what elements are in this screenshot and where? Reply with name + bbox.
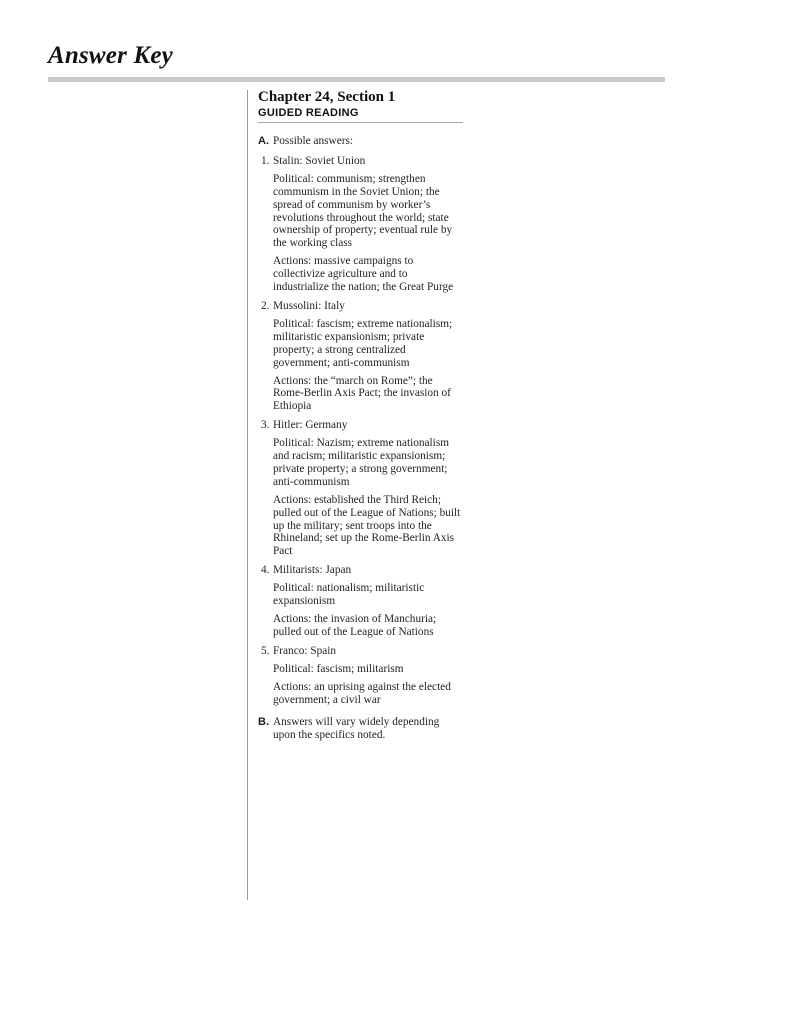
answer-political: Political: fascism; extreme nationalism; militaristic expansionism; private property; a strong centralized government; anti-communism (273, 317, 453, 369)
answer-political: Political: communism; strengthen communism in the Soviet Union; the spread of communism by worker’s revolutions throughout the world; state ownership of property; eventual rule by the working class (273, 172, 453, 250)
answer-item (258, 155, 463, 294)
answer-heading: Hitler: Germany (273, 419, 348, 432)
section-subtitle: GUIDED READING (258, 106, 463, 123)
answer-column (258, 89, 463, 742)
answer-actions: Actions: established the Third Reich; pulled out of the League of Nations; built up the military; sent troops into the Rhineland; set up the Rome-Berlin Axis Pact (273, 493, 461, 558)
answer-item (258, 300, 463, 413)
answer-actions: Actions: massive campaigns to collectivize agriculture and to industrialize the nation; the Great Purge (273, 255, 454, 294)
part-b-letter: B. (258, 716, 269, 729)
answer-heading: Militarists: Japan (273, 564, 352, 577)
answer-heading: Stalin: Soviet Union (273, 154, 366, 167)
answer-actions: Actions: the “march on Rome”; the Rome-Berlin Axis Pact; the invasion of Ethiopia (273, 374, 451, 413)
column-divider (247, 90, 248, 900)
answer-item (258, 419, 463, 558)
answer-number: 5. (261, 644, 270, 657)
answer-political: Political: nationalism; militaristic expansionism (273, 582, 425, 608)
answer-political: Political: fascism; militarism (273, 662, 404, 675)
answer-item (258, 645, 463, 707)
answer-heading: Franco: Spain (273, 644, 337, 657)
answer-heading: Mussolini: Italy (273, 299, 345, 312)
answer-item (258, 564, 463, 639)
chapter-title: Chapter 24, Section 1 (258, 89, 396, 105)
answer-number: 3. (261, 419, 270, 432)
answer-political: Political: Nazism; extreme nationalism and racism; militaristic expansionism; private property; a strong government; anti-communism (273, 437, 450, 488)
part-b-text: Answers will vary widely depending upon the specifics noted. (273, 716, 440, 742)
answer-actions: Actions: the invasion of Manchuria; pulled out of the League of Nations (273, 613, 437, 638)
part-a-letter: A. (258, 135, 269, 147)
page-title: Answer Key (48, 42, 173, 69)
header-rule (48, 77, 665, 82)
answer-number: 1. (261, 154, 270, 167)
part-b (258, 716, 463, 742)
answer-list (258, 155, 463, 707)
answer-actions: Actions: an uprising against the elected government; a civil war (273, 680, 451, 706)
answer-number: 2. (261, 299, 270, 312)
answer-number: 4. (261, 564, 270, 577)
part-a (258, 135, 463, 148)
part-a-intro: Possible answers: (273, 135, 354, 147)
